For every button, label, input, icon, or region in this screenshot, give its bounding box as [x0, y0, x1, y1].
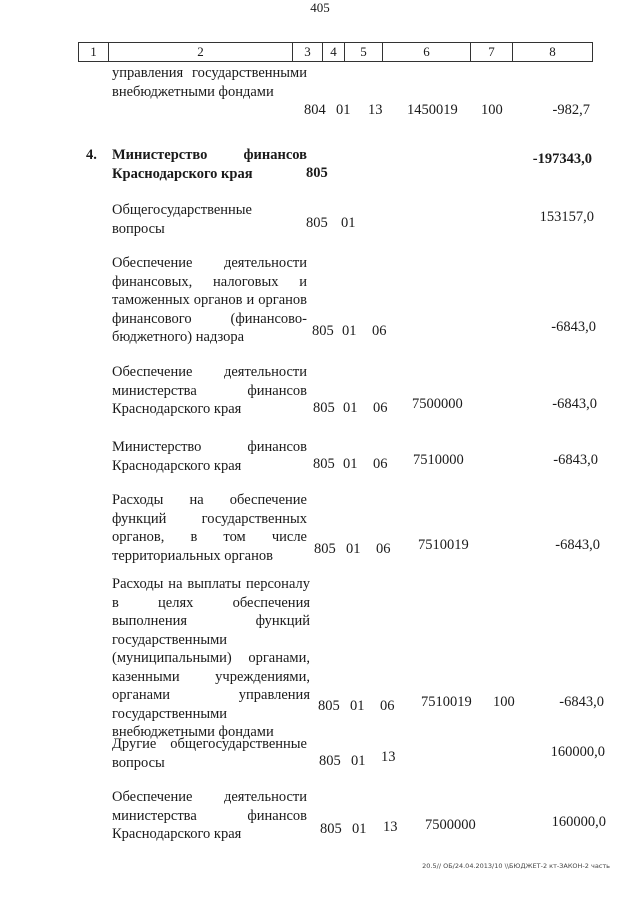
row-0-col7: 100 [481, 102, 503, 118]
row-5-col8: -6843,0 [553, 452, 598, 468]
row-3-col4: 01 [342, 323, 357, 339]
row-2-col8: 153157,0 [539, 209, 594, 225]
row-4-description: Обеспечение деятельности министерства финансов Краснодарского края [112, 364, 307, 417]
row-1-col3: 805 [306, 165, 328, 181]
row-3-col5: 06 [372, 323, 387, 339]
row-0-col3: 804 [304, 102, 326, 118]
row-0-col4: 01 [336, 102, 351, 118]
row-1-number: 4. [86, 147, 97, 163]
column-header-table [78, 42, 593, 62]
row-3-col3: 805 [312, 323, 334, 339]
row-3-col8: -6843,0 [551, 319, 596, 335]
row-5-col5: 06 [373, 456, 388, 472]
column-header-3: 3 [293, 43, 323, 62]
row-1-description: Министерство финансов Краснодарского края [112, 147, 307, 182]
row-0-col8: -982,7 [552, 102, 590, 118]
column-header-8: 8 [513, 43, 593, 62]
row-8-col5: 13 [381, 749, 396, 765]
row-6-col8: -6843,0 [555, 537, 600, 553]
row-6-col3: 805 [314, 541, 336, 557]
column-header-5: 5 [345, 43, 383, 62]
row-6-col5: 06 [376, 541, 391, 557]
row-7-col7: 100 [493, 694, 515, 710]
row-5-col3: 805 [313, 456, 335, 472]
row-6-col6: 7510019 [418, 537, 469, 553]
document-footer: 20.5// ОБ/24.04.2013/10 \\БЮДЖЕТ-2 кт-ЗАКОН-2 часть [422, 862, 610, 870]
row-8-col3: 805 [319, 753, 341, 769]
row-0-description: управления государственными внебюджетными фондами [112, 65, 307, 100]
row-9-col8: 160000,0 [551, 814, 606, 830]
row-2-col4: 01 [341, 215, 356, 231]
row-6-description: Расходы на обеспечение функций государственных органов, в том числе территориальных органов [112, 492, 307, 564]
column-header-1: 1 [79, 43, 109, 62]
row-5-col4: 01 [343, 456, 358, 472]
row-9-col5: 13 [383, 819, 398, 835]
row-2-description: Общегосударственные вопросы [112, 202, 252, 237]
row-7-col8: -6843,0 [559, 694, 604, 710]
row-9-col6: 7500000 [425, 817, 476, 833]
column-header-2: 2 [109, 43, 293, 62]
row-3-description: Обеспечение деятельности финансовых, налоговых и таможенных органов и органов финансового (финансово-бюджетного) надзора [112, 255, 307, 345]
row-9-col3: 805 [320, 821, 342, 837]
row-8-col4: 01 [351, 753, 366, 769]
row-6-col4: 01 [346, 541, 361, 557]
row-7-col5: 06 [380, 698, 395, 714]
row-8-description: Другие общегосударственные вопросы [112, 736, 307, 771]
row-8-col8: 160000,0 [550, 744, 605, 760]
row-4-col3: 805 [313, 400, 335, 416]
row-4-col4: 01 [343, 400, 358, 416]
column-header-6: 6 [383, 43, 471, 62]
row-4-col5: 06 [373, 400, 388, 416]
row-9-col4: 01 [352, 821, 367, 837]
row-0-col6: 1450019 [407, 102, 458, 118]
row-4-col6: 7500000 [412, 396, 463, 412]
row-0-col5: 13 [368, 102, 383, 118]
column-header-4: 4 [323, 43, 345, 62]
row-1-col8: -197343,0 [532, 151, 592, 167]
row-9-description: Обеспечение деятельности министерства финансов Краснодарского края [112, 789, 307, 842]
row-5-col6: 7510000 [413, 452, 464, 468]
row-7-description: Расходы на выплаты персоналу в целях обеспечения выполнения функций государственными (муниципальными) органами, казенными учреждениями, органами управления государственными внебюджетными фондами [112, 576, 310, 740]
page-number: 405 [310, 0, 330, 15]
row-2-col3: 805 [306, 215, 328, 231]
row-4-col8: -6843,0 [552, 396, 597, 412]
row-7-col3: 805 [318, 698, 340, 714]
row-5-description: Министерство финансов Краснодарского края [112, 439, 307, 474]
row-7-col6: 7510019 [421, 694, 472, 710]
row-7-col4: 01 [350, 698, 365, 714]
column-header-7: 7 [471, 43, 513, 62]
